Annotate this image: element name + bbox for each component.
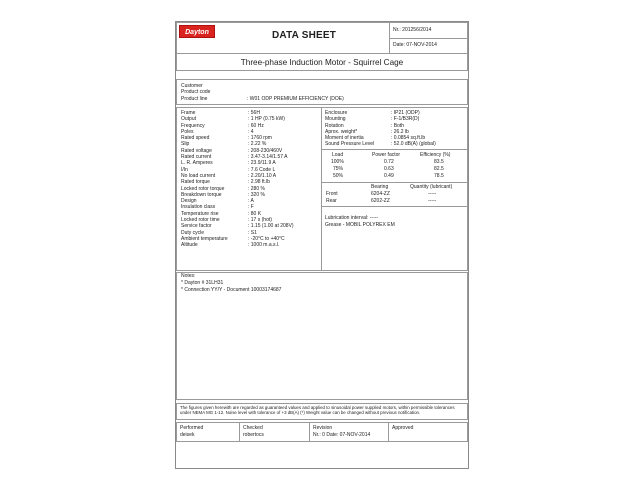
footer-divider xyxy=(309,422,310,442)
pf-cell: 0.72 xyxy=(384,159,394,165)
spec-label: Rated voltage xyxy=(181,147,212,154)
spec-label: Locked rotor torque xyxy=(181,185,225,192)
quantity-header: Quantity (lubricant) xyxy=(410,184,453,190)
spec-label: Altitude xyxy=(181,242,198,249)
spec-label: No load current xyxy=(181,172,216,179)
bearing-table-top xyxy=(321,182,468,183)
spec-value: : 320 % xyxy=(248,191,265,198)
spec-value: : 2.20/1.10 A xyxy=(248,172,277,179)
spec-label: Design xyxy=(181,198,197,205)
load-header: Load xyxy=(332,152,344,158)
spec-label: Rated torque xyxy=(181,179,210,186)
load-table-top xyxy=(321,149,468,150)
right-spec-labels xyxy=(325,110,374,148)
pf-cell: 0.49 xyxy=(384,173,394,179)
spec-label: Temperature rise xyxy=(181,210,219,217)
document-subtitle: Three-phase Induction Motor - Squirrel Cage xyxy=(240,58,404,67)
spec-value: : 1760 rpm xyxy=(248,135,272,142)
specs-divider xyxy=(321,107,322,271)
power-factor-header: Power factor xyxy=(372,152,401,158)
load-cell: 75% xyxy=(333,166,344,172)
doc-number: Nr.: 201256/2014 xyxy=(393,27,432,33)
spec-label: Insulation class xyxy=(181,204,216,211)
spec-value: : 1 HP (0.75 kW) xyxy=(248,116,285,123)
approved-label: Approved xyxy=(392,425,414,431)
spec-value: : -20°C to +40°C xyxy=(248,235,285,242)
spec-label: Output xyxy=(181,116,197,123)
lubrication-grease: Grease - MOBIL POLYREX EM xyxy=(325,222,395,228)
spec-value: : 1000 m.a.s.l. xyxy=(248,242,280,249)
spec-label: Frequency xyxy=(181,122,205,129)
spec-value: : F xyxy=(248,204,254,211)
spec-value: : Both xyxy=(391,122,405,129)
footer-divider xyxy=(239,422,240,442)
spec-value: : 2.98 ft.lb xyxy=(248,179,270,186)
spec-value: : 280 % xyxy=(248,185,265,192)
checked-label: Checked xyxy=(243,425,263,431)
spec-value: : 3.47-3.14/1.57 A xyxy=(248,154,288,161)
spec-label: Sound Pressure Level xyxy=(325,141,375,148)
data-sheet-page xyxy=(175,21,469,469)
note-line: * Dayton # 31LH31 xyxy=(181,280,224,286)
spec-value: : S1 xyxy=(248,229,257,236)
eff-cell: 83.5 xyxy=(434,159,444,165)
spec-value: : 60 Hz xyxy=(248,122,264,129)
performed-value: deisek xyxy=(180,432,195,438)
revision-label: Revision xyxy=(313,425,333,431)
lubrication-interval: Lubrication interval: ----- xyxy=(325,215,379,221)
eff-cell: 78.5 xyxy=(434,173,444,179)
header-split xyxy=(389,38,468,39)
revision-value: Nr.: 0 Date: 07-NOV-2014 xyxy=(313,432,371,438)
customer-labels xyxy=(181,83,210,102)
spec-label: Enclosure xyxy=(325,110,348,116)
page-title: DATA SHEET xyxy=(272,30,337,41)
doc-date: Date: 07-NOV-2014 xyxy=(393,42,437,48)
spec-label: Moment of inertia xyxy=(325,135,364,142)
load-cell: 100% xyxy=(331,159,344,165)
performed-label: Performed xyxy=(180,425,204,431)
checked-value: robertocs xyxy=(243,432,264,438)
note-line: * Connection YY/Y - Document 10003174687 xyxy=(181,287,282,293)
spec-value: : 56H xyxy=(248,110,260,116)
spec-value: : 208-230/460V xyxy=(248,147,283,154)
spec-label: Poles xyxy=(181,128,194,135)
customer-label: Customer xyxy=(181,83,203,89)
spec-value: : IP21 (ODP) xyxy=(391,110,420,116)
product-line-value: : W01 ODP PREMIUM EFFICIENCY (DOE) xyxy=(247,95,344,102)
load-cell: 50% xyxy=(333,173,344,179)
footer-divider xyxy=(388,422,389,442)
spec-value: : 17 s (hot) xyxy=(248,217,272,224)
notes-heading: Notes: xyxy=(181,273,196,279)
spec-label: L. R. Amperes xyxy=(181,160,213,167)
bearing-position: Rear xyxy=(326,198,337,204)
product-line-label: Product line xyxy=(181,95,208,102)
bearing-quantity: ----- xyxy=(428,198,437,204)
lubrication-top xyxy=(321,206,468,207)
spec-value: : 80 K xyxy=(248,210,262,217)
spec-value: : 7.6 Code L xyxy=(248,166,276,173)
disclaimer-text: The figures given herewith are regarded as guaranteed values and applied to sinusoidal power supplied motors, within permissible tolerances under NEMA MG 1-12. Noise level with tolerance of +3 dB(A) (*) Weight value can be changed without previous notification. xyxy=(180,405,455,416)
spec-value: : 4 xyxy=(248,128,254,135)
spec-label: Slip xyxy=(181,141,190,148)
dayton-logo: Dayton xyxy=(179,25,215,38)
spec-value: : 23.9/11.9 A xyxy=(248,160,276,167)
spec-label: I/In xyxy=(181,166,188,173)
left-spec-labels xyxy=(181,110,228,249)
customer-values xyxy=(247,83,344,102)
spec-label: Breakdown torque xyxy=(181,191,222,198)
eff-cell: 82.5 xyxy=(434,166,444,172)
spec-value: : 1.15 (1.00 at 208V) xyxy=(248,223,294,230)
bearing-header: Bearing xyxy=(371,184,389,190)
efficiency-header: Efficiency (%) xyxy=(420,152,451,158)
spec-label: Rated current xyxy=(181,154,212,161)
product-code-label: Product code xyxy=(181,89,211,96)
bearing-type: 6204-ZZ xyxy=(371,191,390,197)
left-spec-values xyxy=(248,110,294,249)
pf-cell: 0.63 xyxy=(384,166,394,172)
spec-label: Aprox. weight* xyxy=(325,128,358,135)
spec-label: Rotation xyxy=(325,122,344,129)
right-spec-values xyxy=(391,110,436,148)
bearing-position: Front xyxy=(326,191,338,197)
bearing-quantity: ----- xyxy=(428,191,437,197)
spec-label: Duty cycle xyxy=(181,229,205,236)
spec-label: Service factor xyxy=(181,223,212,230)
spec-value: : 26.2 lb xyxy=(391,128,409,135)
spec-value: : A xyxy=(248,198,254,205)
spec-label: Mounting xyxy=(325,116,346,123)
spec-label: Rated speed xyxy=(181,135,210,142)
spec-label: Frame xyxy=(181,110,196,116)
spec-value: : 52.0 dB(A) (global) xyxy=(391,141,436,148)
spec-value: : 2.22 % xyxy=(248,141,267,148)
spec-value: : 0.0854 sq.ft.lb xyxy=(391,135,426,142)
bearing-type: 6202-ZZ xyxy=(371,198,390,204)
spec-label: Locked rotor time xyxy=(181,217,220,224)
spec-label: Ambient temperature xyxy=(181,235,228,242)
spec-value: : F-1/B3R(D) xyxy=(391,116,420,123)
